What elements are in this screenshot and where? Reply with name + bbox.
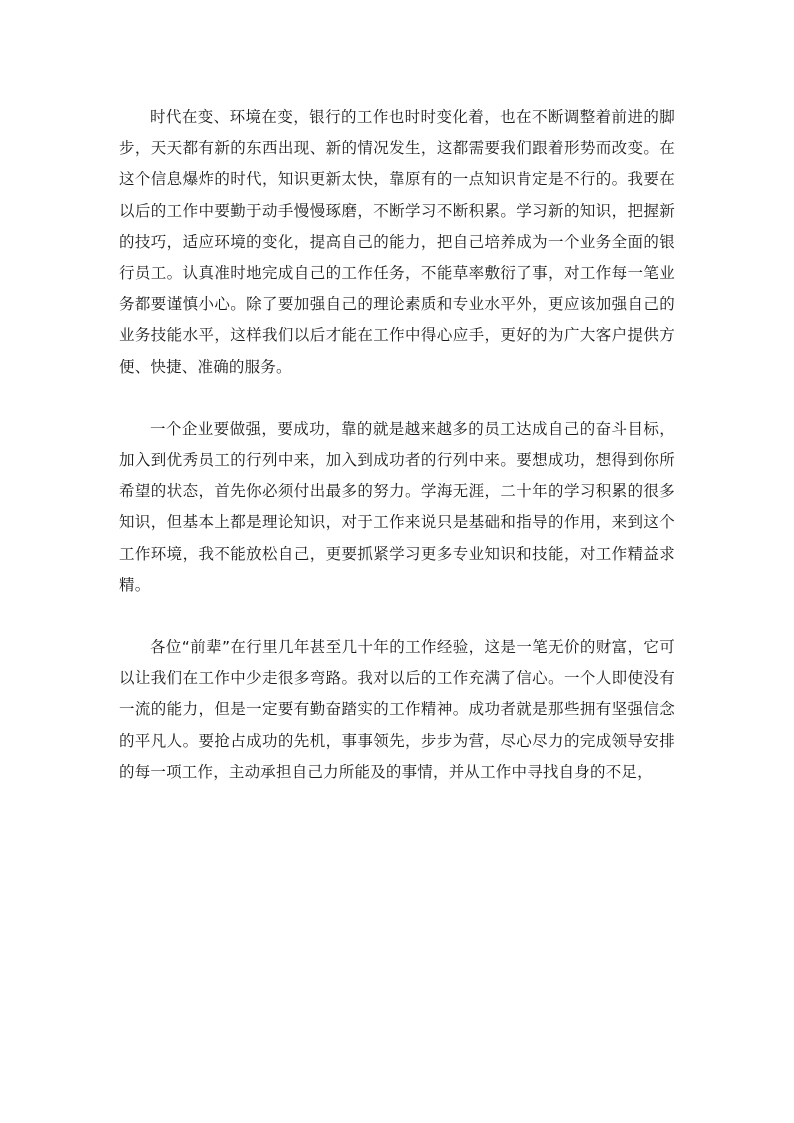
document-body [119,102,675,788]
paragraph-1: 时代在变、环境在变，银行的工作也时时变化着，也在不断调整着前进的脚步，天天都有新的东西出现、新的情况发生，这都需要我们跟着形势而改变。在这个信息爆炸的时代，知识更新太快，靠原有的一点知识肯定是不行的。我要在以后的工作中要勤于动手慢慢琢磨，不断学习不断积累。学习新的知识，把握新的技巧，适应环境的变化，提高自己的能力，把自己培养成为一个业务全面的银行员工。认真准时地完成自己的工作任务，不能草率敷衍了事，对工作每一笔业务都要谨慎小心。除了要加强自己的理论素质和专业水平外，更应该加强自己的业务技能水平，这样我们以后才能在工作中得心应手，更好的为广大客户提供方便、快捷、准确的服务。 [119,108,675,376]
paragraph-3: 各位“前辈”在行里几年甚至几十年的工作经验，这是一笔无价的财富，它可以让我们在工作中少走很多弯路。我对以后的工作充满了信心。一个人即使没有一流的能力，但是一定要有勤奋踏实的工作精神。成功者就是那些拥有坚强信念的平凡人。要抢占成功的先机，事事领先，步步为营，尽心尽力的完成领导安排的每一项工作，主动承担自己力所能及的事情，并从工作中寻找自身的不足， [119,638,675,781]
paragraph-2: 一个企业要做强，要成功，靠的就是越来越多的员工达成自己的奋斗目标，加入到优秀员工的行列中来，加入到成功者的行列中来。要想成功，想得到你所希望的状态，首先你必须付出最多的努力。学海无涯，二十年的学习积累的很多知识，但基本上都是理论知识，对于工作来说只是基础和指导的作用，来到这个工作环境，我不能放松自己，更要抓紧学习更多专业知识和技能，对工作精益求精。 [119,419,675,594]
